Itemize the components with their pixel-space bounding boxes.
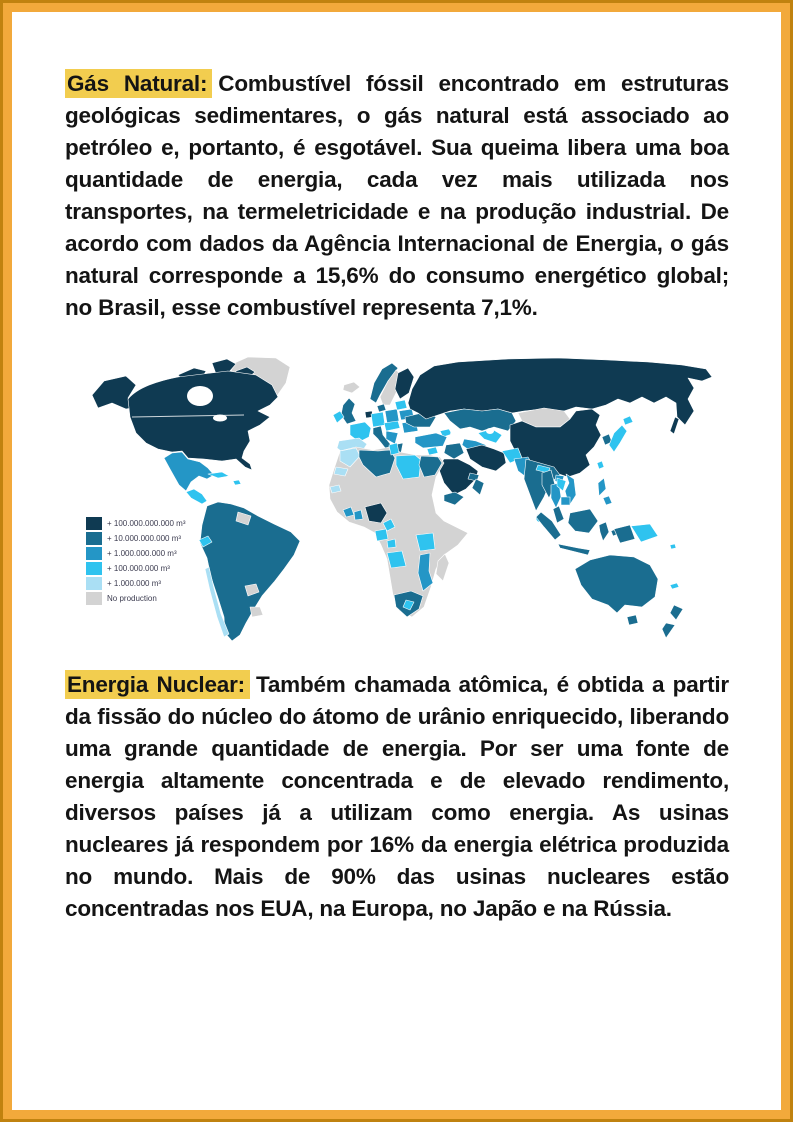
- legend-swatch-tier3: [86, 547, 102, 560]
- page-content: [12, 12, 781, 1110]
- gas-natural-body: Combustível fóssil encontrado em estruturas geológicas sedimentares, o gás natural está associado ao petróleo e, portanto, é esgotável. Sua queima libera uma boa quantidade de energia, cada vez mais utilizada nos transportes, na termeletricidade e na produção industrial. De acordo com dados da Agência Internacional de Energia, o gás natural corresponde a 15,6% do consumo energético global; no Brasil, esse combustível representa 7,1%.: [65, 71, 729, 320]
- map-legend: [86, 517, 186, 607]
- region-oceania: [575, 555, 683, 638]
- gold-frame: [3, 3, 790, 1119]
- legend-item: [86, 592, 186, 605]
- legend-swatch-tier4: [86, 562, 102, 575]
- legend-label: No production: [107, 594, 157, 603]
- region-southeast-asia: [536, 470, 676, 555]
- paragraph-energia-nuclear: [65, 669, 729, 925]
- legend-item: [86, 547, 186, 560]
- legend-swatch-tier5: [86, 577, 102, 590]
- paragraph-gas-natural: [65, 68, 729, 324]
- legend-label: + 1.000.000.000 m³: [107, 549, 177, 558]
- region-north-america: [92, 359, 278, 504]
- legend-label: + 100.000.000 m³: [107, 564, 170, 573]
- legend-label: + 10.000.000.000 m³: [107, 534, 182, 543]
- legend-swatch-no-production: [86, 592, 102, 605]
- energia-nuclear-heading: Energia Nuclear:: [65, 670, 250, 699]
- legend-item: [86, 577, 186, 590]
- legend-item: [86, 532, 186, 545]
- gas-natural-heading: Gás Natural:: [65, 69, 212, 98]
- legend-swatch-tier1: [86, 517, 102, 530]
- legend-swatch-tier2: [86, 532, 102, 545]
- world-map-natural-gas-production: [78, 355, 716, 645]
- legend-item: [86, 517, 186, 530]
- legend-label: + 1.000.000 m³: [107, 579, 162, 588]
- legend-item: [86, 562, 186, 575]
- energia-nuclear-body: Também chamada atômica, é obtida a partir da fissão do núcleo do átomo de urânio enriquecido, liberando uma grande quantidade de energia. Por ser uma fonte de energia altamente concentrada e de elevado rendimento, diversos países já a utilizam como energia. As usinas nucleares já respondem por 16% da energia elétrica produzida no mundo. Mais de 90% das usinas nucleares estão concentradas nos EUA, na Europa, no Japão e na Rússia.: [65, 672, 729, 921]
- legend-label: + 100.000.000.000 m³: [107, 519, 186, 528]
- region-south-america: [199, 502, 300, 641]
